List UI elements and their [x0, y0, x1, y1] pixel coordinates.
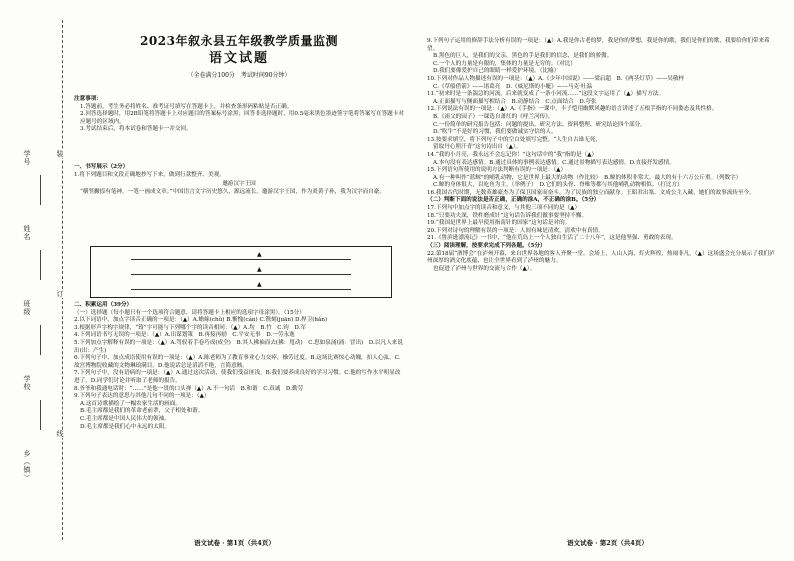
- option-text: 留取丹心照汗青”这句诗出自（▲）。: [433, 144, 522, 151]
- question-text: 21.《鲁滨逊漂流记》一书中，“他在荒岛上一个人独自生活了二十八年”，这是他坚强、勇敢的表现。: [427, 235, 677, 242]
- answer-mark-icon: ▲: [257, 281, 262, 288]
- student-id-label: 学号: [23, 150, 31, 166]
- question-text: 9.下列句子表达的意思与其他几句不同的一项是：（▲）: [74, 393, 210, 400]
- part-title: （一）选择题（每小题只有一个选项符合题意，请将答题卡上相应的选项字母涂黑）。（15分）: [74, 309, 305, 316]
- part-title: （三）阅读理解，按要求完成下列各题。（5分）: [427, 243, 546, 250]
- exam-title: 2023年叙永县五年级教学质量监测: [140, 34, 338, 48]
- part-title: （二）判断下面的说法是否正确，正确的涂A，不正确的涂B。（5分）: [427, 197, 600, 204]
- option-text: A.本句没有表达感情。B.通过具体的事例表达感情。C.通过景物描写表达感情。D.直接抒发感情。: [433, 159, 675, 166]
- option-text: A.有一种叫作“蓝鲸”的哺乳动物，它是世界上最大的动物（作比较） B.鲸的体积非常大，最大的有十六万公斤重。（列数字）: [433, 174, 742, 181]
- option-text: C.一个人的力量是有限的，集体的力量是无穷的。（对比）: [433, 60, 576, 67]
- name-line: [40, 250, 42, 280]
- section-title: 一、书写展示（2分）: [74, 164, 129, 170]
- question-text: 2.以下词语中，加点字读音正确的一项是：（▲）A.蟾蜍(chǔ) B.惭愧(cán) C.镌刻(juān) D.捍卫(hǎn): [74, 317, 328, 324]
- right-column: [427, 0, 779, 561]
- option-text: B.《祖父的园子》一课选自萧红的《呼兰河传》。: [433, 113, 554, 120]
- township-label: 乡（镇）: [23, 450, 31, 482]
- notice-item: 1.答题前，考生务必将姓名、准考证号填写在答题卡上，并检查条形码粘贴是否正确。: [80, 103, 293, 110]
- page-footer-left: 语文试卷 · 第1页（共4页）: [194, 539, 275, 547]
- question-text: 9.下列句子运用的修辞手法分析有误的一项是：（▲）A.我是你古老的梦，我是你的梦想，我是你的歌，我们是你们的歌，我要给你们带来希望。: [427, 38, 770, 52]
- cut-label-2: 订: [56, 290, 64, 298]
- question-text: 4.下列词语书写无误的一项是：（▲）A.出谋划策 B.再接再励 C.平安无事 D.一劳永逸: [74, 332, 295, 339]
- notice-item: 2.回答选择题时，用2B铅笔将答题卡上对应题目的答案标号涂黑；回答非选择题时，用0.5毫米黑色墨迹签字笔将答案写在答题卡对应题号的区域内。: [80, 111, 404, 125]
- question-text: 14.“我的小月亮，我永远不会忘记你！”这句话中的“我”指的是（▲）: [427, 151, 598, 158]
- cut-label-1: 装: [56, 150, 64, 158]
- right-question-block: [427, 38, 779, 273]
- writing-line: [131, 259, 351, 260]
- option-text: D.我们要像爱护自己的眼睛一样爱护环境。（比喻）: [433, 68, 560, 75]
- option-text: D.“吹牛”不是好的习惯，我们要做诚实守信的人。: [433, 129, 557, 136]
- question-text: 6.下列句子中，加点成语使用有误的一项是：（▲）A.陈老师为了教育事业心力交瘁，操劳过度。B.这场比赛惊心动魄，扣人心弦。C.故宫博物院收藏的文物琳琅满目。D.他说话总是滔滔不绝，言简意赅。: [74, 355, 401, 369]
- student-id-line: [40, 175, 42, 205]
- question-text: 18.“只要功夫深，铁杵磨成针”这句话告诉我们做事要坚持不懈。: [427, 212, 588, 219]
- question-text: 8.爷爷和我通电话时：“……”是他一贯的口头禅（▲）A.不一句话 B.和谐 C.真诚 D.勤劳: [74, 385, 304, 392]
- passage-title: 邀游汉字王国: [222, 181, 256, 188]
- option-text: C.鲸的身体很大，以吃鱼为主。（举例子） D.它们的头骨、脊椎等都与其他哺乳动物相似。（打比方）: [433, 182, 683, 189]
- section-accumulation: [74, 302, 404, 431]
- question-text: 16.我国古代时期，无数英雄豪杰为了保卫国家而奋斗，为了民族的独立而献身。王昭君出塞、文成公主入藏，她们的故事流传至今。: [427, 189, 755, 196]
- school-label: 学校: [23, 375, 31, 391]
- question-text: 7.下列句子中，没有语病的一项是：（▲）A.通过这次活动，使我们受益匪浅。B.我们要养成良好的学习习惯。C.他的写作水平明显改进了。D.同学们讨论并听取了老师的报告。: [74, 370, 401, 384]
- question-text: 22.第18届“酒博会”在泸州开幕，来自世界各地的客人齐聚一堂。会场上，人山人海，灯火辉煌，热闹非凡。（▲）这场盛会充分展示了我们泸州深厚的酒文化底蕴，也让全世界看到了泸州的魅力。: [427, 250, 775, 265]
- question-text: 13.按要求填空，将下列句子中的空白处填写完整。“人生自古谁无死，: [427, 136, 601, 143]
- name-label: 姓名: [23, 225, 31, 241]
- writing-line: [131, 289, 351, 290]
- question-text: 17.下列句中加点字的读音和意义，与其他三项不同的是（▲）: [427, 205, 581, 212]
- question-text: 20.下列对诗句的理解有误的一项是：人间有味是清欢，清欢中有真情。: [427, 227, 604, 234]
- notice-item: 3.考试结束后，将本试卷和答题卡一并交回。: [80, 126, 192, 133]
- question-text: 1.将下列题目和文段正确地抄写下来，做到行款整齐、美观。: [74, 171, 225, 178]
- exam-meta: （全卷满分100分 考试时间90分钟）: [187, 72, 291, 79]
- option-text: C.《草船借箭》——诸葛亮 D.《威尼斯的小艇》——马克·吐温: [433, 83, 593, 90]
- option-text: C.一份简单的研究报告包括：问题的提出、研究方法、资料整理、研究结论四个部分。: [433, 121, 646, 128]
- option-text: A.正面描写与侧面描写相结合 B.动静结合 C.点面结合 D.夸张: [433, 98, 597, 105]
- option-text: A.这首诗歌描绘了一幅农家生活的画面。: [80, 400, 181, 407]
- answer-mark-icon: ▲: [257, 266, 262, 273]
- option-text: 也促进了泸州与世界的交流与合作（▲）。: [433, 265, 536, 272]
- school-line: [40, 400, 42, 430]
- answer-mark-icon: ▲: [257, 251, 262, 258]
- page-footer-right: 语文试卷 · 第2页（共4页）: [567, 539, 648, 547]
- writing-line: [131, 274, 351, 275]
- class-line: [40, 325, 42, 355]
- question-text: 19.“我国是世界上最早使用指南针的国家”这句话是对的。: [427, 220, 571, 227]
- question-text: 3.根据形声字构字规律，“筠”字可能与下列哪个字的读音相同：（▲）A.均 B.竹 C.钧 D.军: [74, 324, 306, 331]
- notice-block: [74, 96, 404, 134]
- class-label: 班级: [23, 300, 31, 316]
- section-title: 二、积累运用（39分）: [74, 302, 133, 308]
- binding-dashed-line: [62, 20, 63, 540]
- question-text: 12.下列说法有误的一项是：（▲）A.《手指》一课中，丰子恺用幽默风趣的语言讲述了五根手指的不同姿态及其性格。: [427, 106, 718, 113]
- option-text: D.毛主席都是我们心中永远的太阳。: [80, 423, 170, 430]
- passage-text: “横竖撇捺有笔神，一笔一画成文章。”中国语言文字历史悠久，源远流长。邀游汉字王国，作为炎黄子孙，我为汉字而自豪。: [80, 188, 385, 195]
- question-text: 11.“初来时是一条湍急的河流，后来就变成了一条小河流……”这段文字运用了（▲）描写方法。: [427, 91, 665, 98]
- notice-title: 注意事项：: [74, 96, 102, 102]
- option-text: B.毛主席都是我们的革命老前辈，父子相处和谐。: [80, 408, 204, 415]
- question-text: 10.下列对作品人物描述有误的一项是：（▲）A.《少年中国说》——梁启超 B.《两茎灯草》——吴敬梓: [427, 75, 685, 82]
- subject-title: 语文试题: [208, 51, 269, 66]
- writing-answer-box[interactable]: [90, 246, 392, 298]
- cut-label-3: 线: [56, 430, 64, 438]
- section-writing: [74, 164, 404, 196]
- question-text: 5.下列加点字解释有误的一项是：（▲）A.驾驭着手卷巧成(成全) B.其人拂袖而去(拂：甩动) C.思如泉涌(涌：冒出) D.以凡人来说出(出：产生): [74, 339, 403, 354]
- option-text: C.毛主席都是中国人民伟大的领袖。: [80, 415, 170, 422]
- question-text: 15.下列语句所使用的说明方法判断有误的一项是：（▲）: [427, 167, 567, 174]
- binding-margin: [0, 0, 70, 561]
- option-text: B.黑色的巨人，是我们的父亲，黑色的手是我们的信念，是我们的骄傲。: [433, 53, 613, 60]
- left-column: [74, 0, 404, 561]
